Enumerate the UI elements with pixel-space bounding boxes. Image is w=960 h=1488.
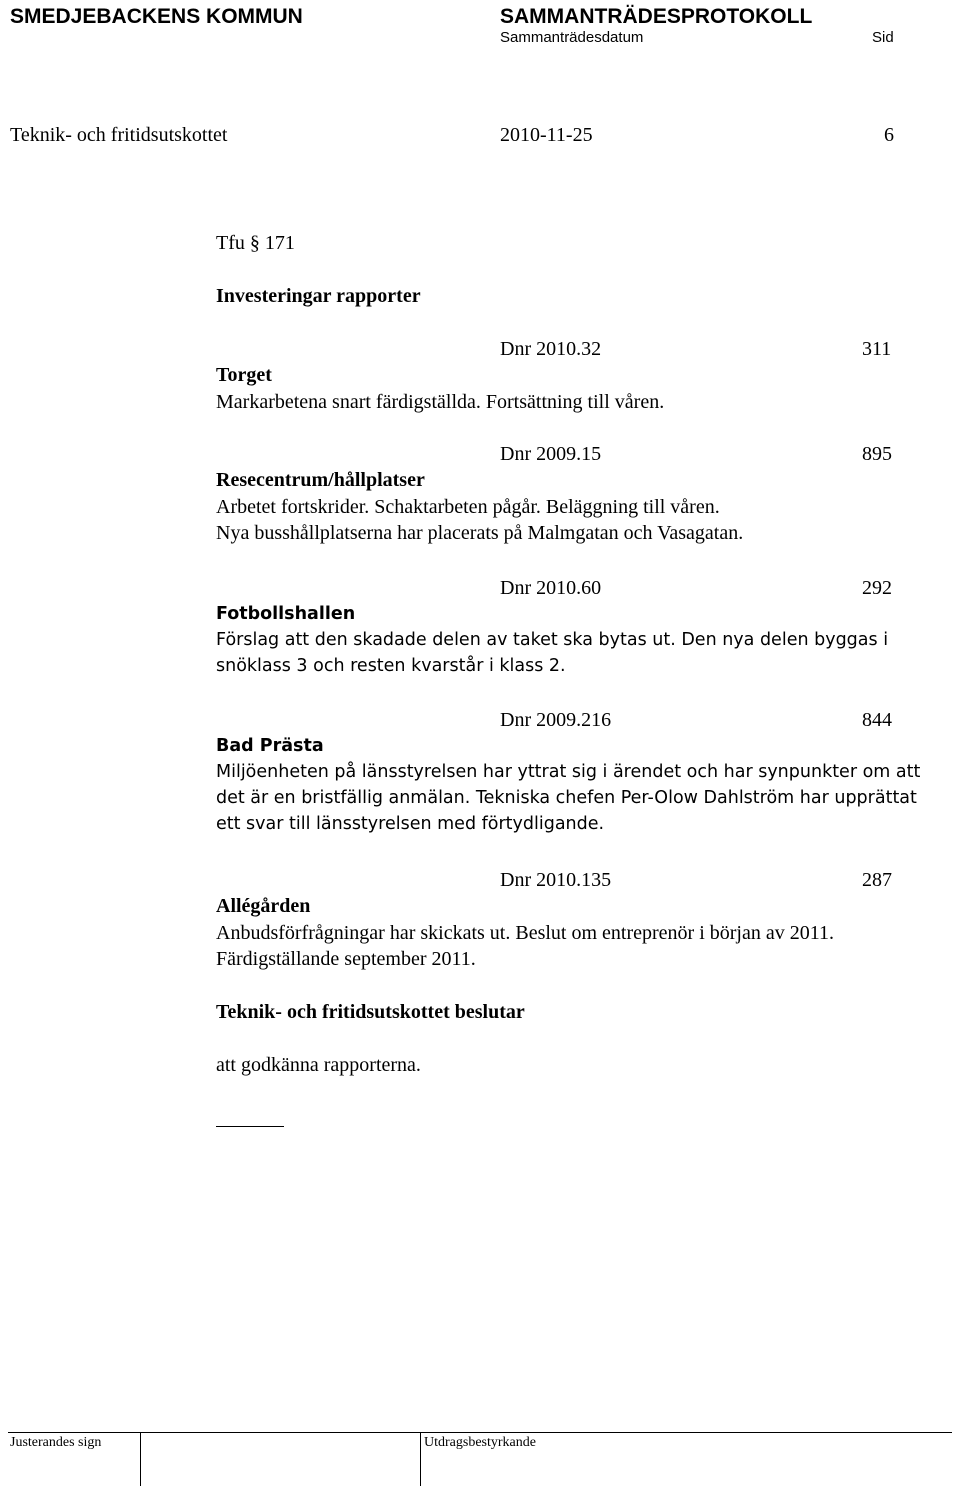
date-label: Sammanträdesdatum [500,29,644,46]
meeting-date: 2010-11-25 [500,124,593,146]
item-text-line: Nya busshållplatserna har placerats på Malmgatan och Vasagatan. [216,522,744,544]
page-label: Sid [872,29,894,46]
item-text-line: snöklass 3 och resten kvarstår i klass 2. [216,656,566,676]
item-text-line: Miljöenheten på länsstyrelsen har yttrat sig i ärendet och har synpunkter om att [216,762,921,782]
item-title: Allégården [216,895,311,917]
item-code: 844 [862,709,892,731]
item-code: 292 [862,577,892,599]
org-name: SMEDJEBACKENS KOMMUN [10,5,303,28]
paragraph-title: Investeringar rapporter [216,285,421,307]
item-dnr: Dnr 2009.15 [500,443,602,465]
item-title: Torget [216,364,272,386]
signature-box-divider [140,1432,141,1486]
footer-utdragsbestyrkande: Utdragsbestyrkande [424,1435,536,1450]
document-type: SAMMANTRÄDESPROTOKOLL [500,5,813,28]
item-dnr: Dnr 2010.135 [500,869,612,891]
item-text-line: det är en bristfällig anmälan. Tekniska chefen Per-Olow Dahlström har upprättat [216,788,917,808]
item-title: Bad Prästa [216,736,324,756]
footer-rule [8,1432,952,1433]
item-code: 895 [862,443,892,465]
item-text-line: Anbudsförfrågningar har skickats ut. Beslut om entreprenör i början av 2011. [216,922,834,944]
item-dnr: Dnr 2009.216 [500,709,612,731]
item-text-line: Färdigställande september 2011. [216,948,476,970]
item-text-line: Förslag att den skadade delen av taket ska bytas ut. Den nya delen byggas i [216,630,889,650]
item-text-line: Arbetet fortskrider. Schaktarbeten pågår. Beläggning till våren. [216,496,720,518]
item-text-line: Markarbetena snart färdigställda. Fortsättning till våren. [216,391,665,413]
item-code: 311 [862,338,892,360]
footer-justerandes-sign: Justerandes sign [10,1435,102,1450]
item-title: Fotbollshallen [216,604,356,624]
signature-box-divider [420,1432,421,1486]
item-title: Resecentrum/hållplatser [216,469,425,491]
item-text-line: ett svar till länsstyrelsen med förtydligande. [216,814,605,834]
decision-text: att godkänna rapporterna. [216,1054,421,1076]
item-dnr: Dnr 2010.32 [500,338,602,360]
item-dnr: Dnr 2010.60 [500,577,602,599]
committee-name: Teknik- och fritidsutskottet [10,124,228,146]
item-code: 287 [862,869,892,891]
page-number: 6 [884,124,894,146]
decision-heading: Teknik- och fritidsutskottet beslutar [216,1001,525,1023]
end-rule [216,1126,284,1127]
paragraph-number: Tfu § 171 [216,232,295,254]
